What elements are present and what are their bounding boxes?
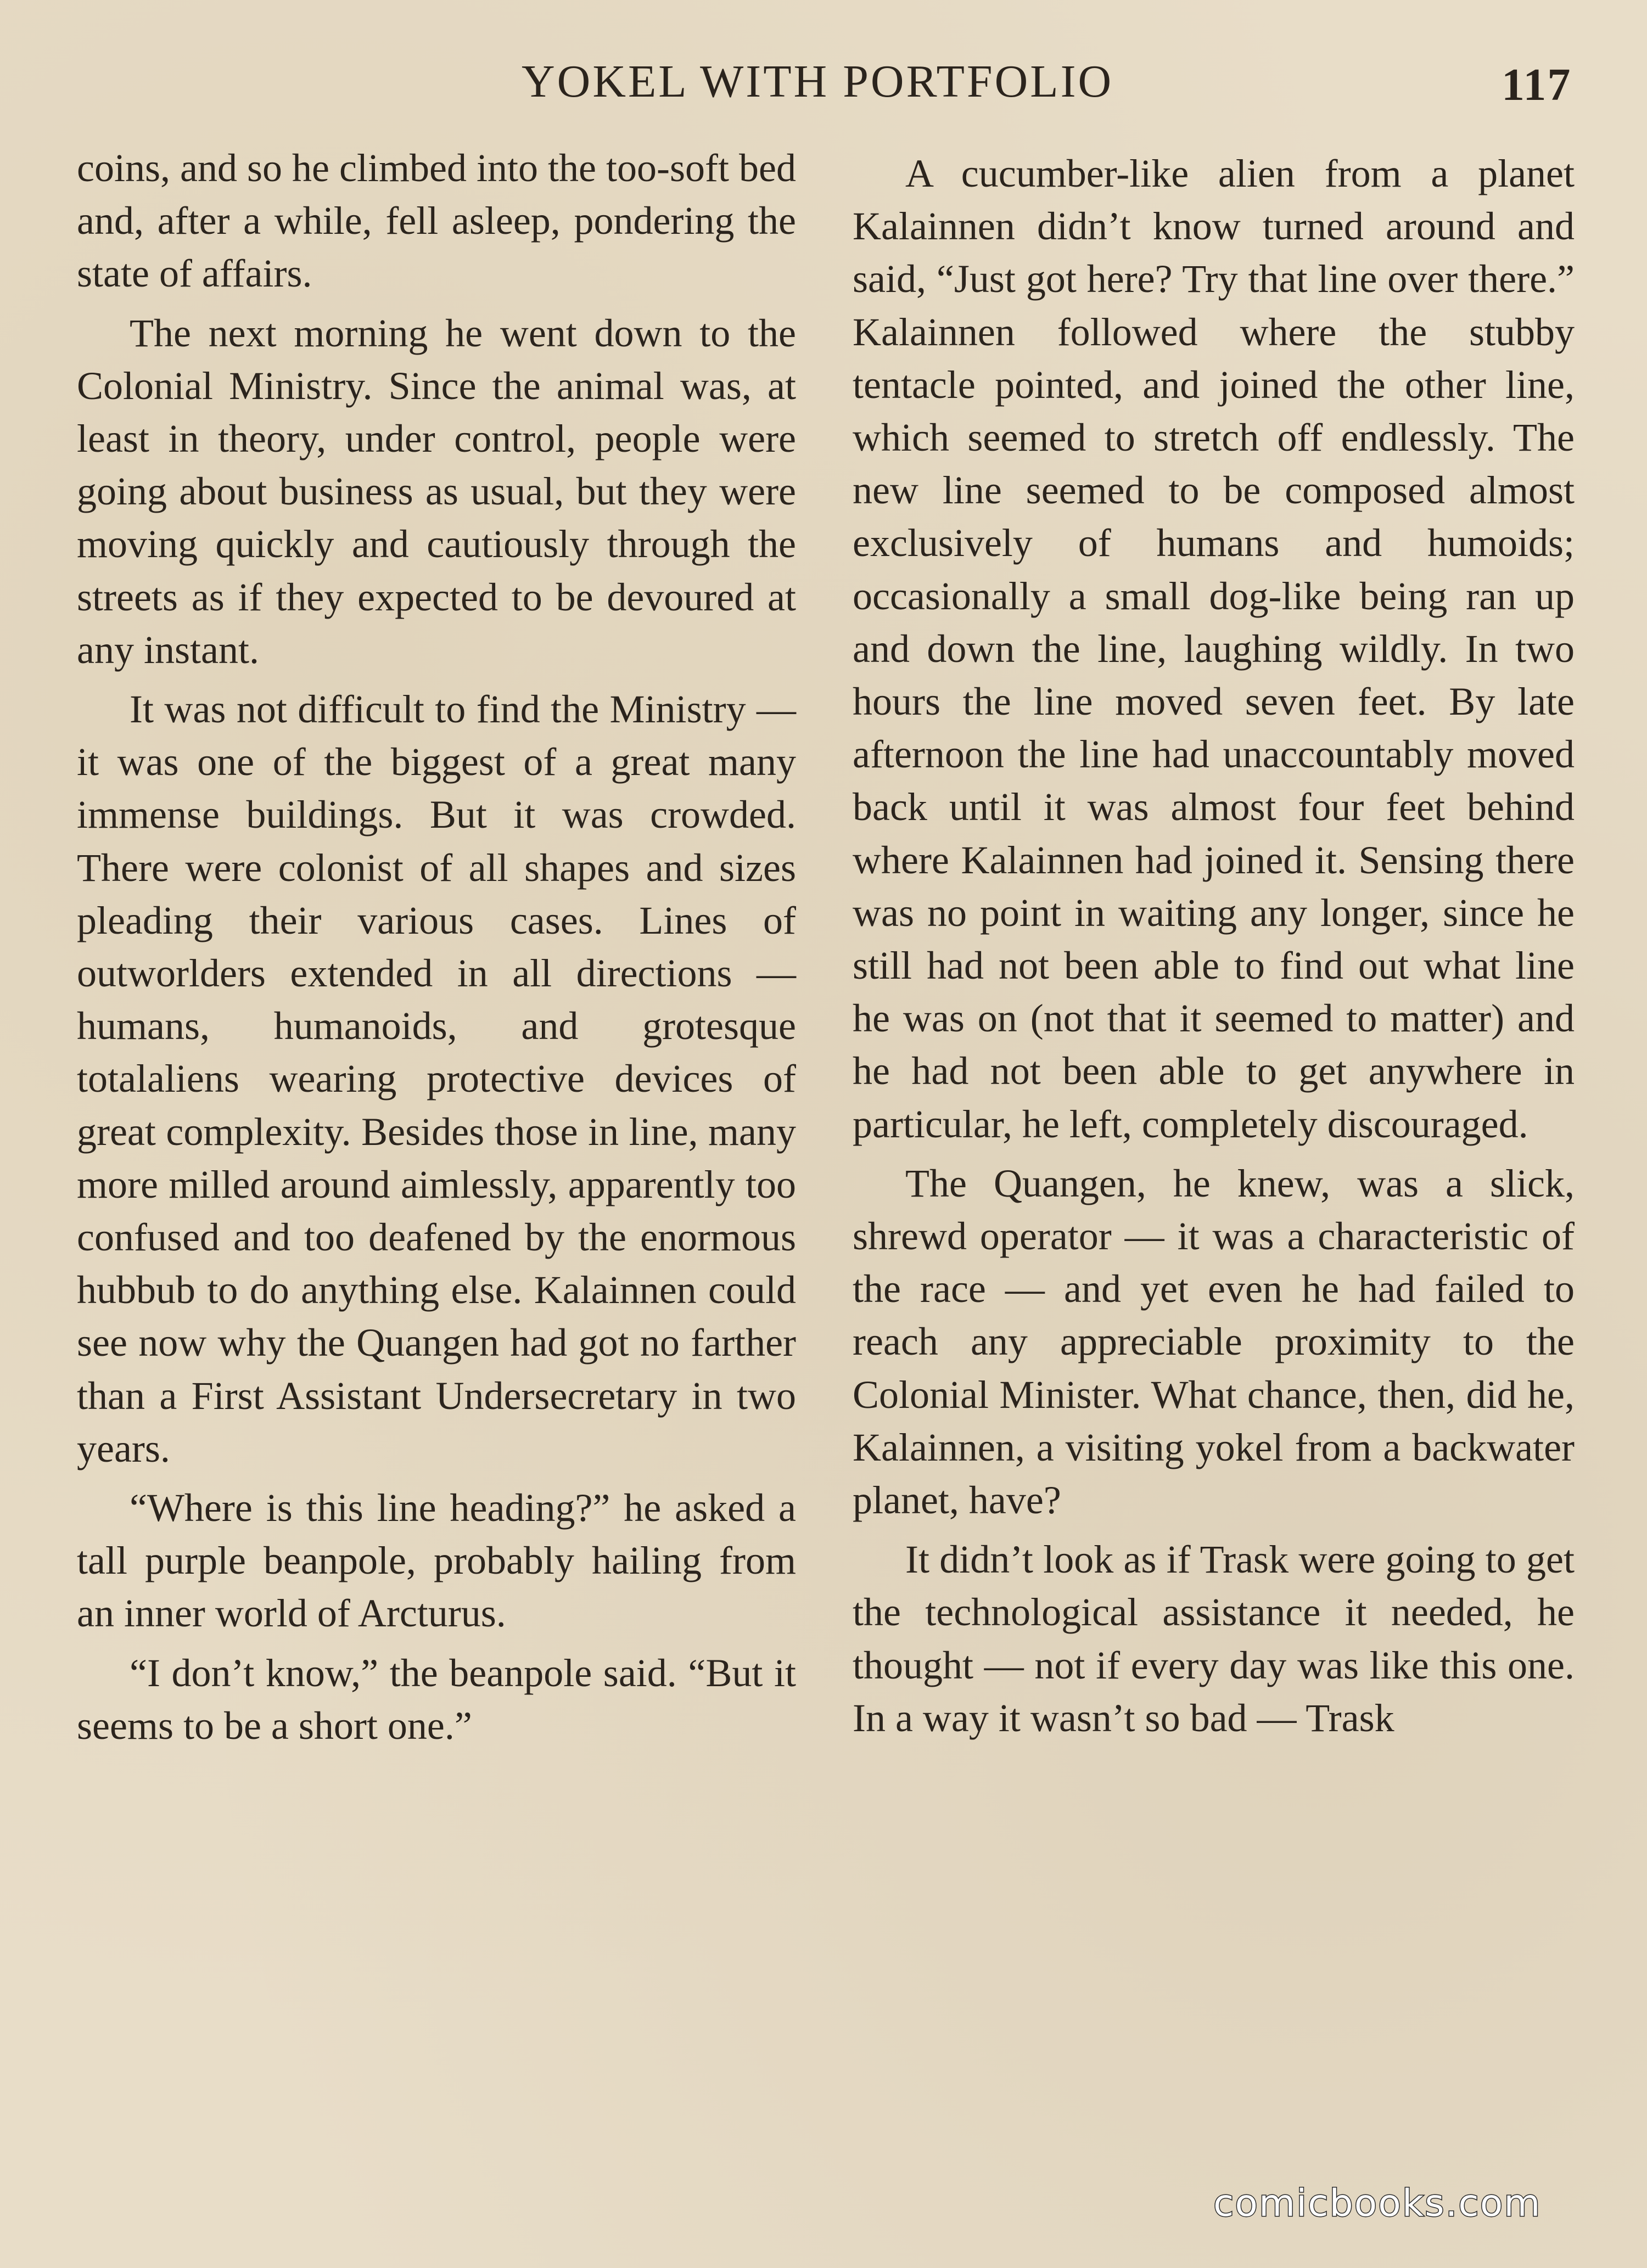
paragraph: “I don’t know,” the beanpole said. “But it seems to be a short one.” — [77, 1651, 796, 1748]
paragraph: “Where is this line heading?” he asked a tall purple beanpole, probably hailing from an inner world of Arcturus. — [77, 1486, 796, 1636]
right-column — [853, 147, 1575, 1751]
watermark: comicbooks.com — [1213, 2182, 1542, 2225]
page-header — [0, 55, 1647, 115]
paragraph: A cucumber-like alien from a planet Kalainnen didn’t know turned around and said, “Just got here? Try that line over there.” Kalainnen followed where the stubby tentacle pointed, and joined the other line, which seemed to stretch off endlessly. The new line seemed to be composed almost exclusively of humans and humoids; occasionally a small dog-like being ran up and down the line, laughing wildly. In two hours the line moved seven feet. By late afternoon the line had unaccountably moved back until it was almost four feet behind where Kalainnen had joined it. Sensing there was no point in waiting any longer, since he still had not been able to find out what line he was on (not that it seemed to matter) and he had not been able to get anywhere in particular, he left, completely discouraged. — [853, 151, 1575, 1146]
paragraph: It didn’t look as if Trask were going to get the technological assistance it needed, he thought — not if every day was like this one. In a way it wasn’t so bad — Trask — [853, 1537, 1575, 1740]
paragraph: The Quangen, he knew, was a slick, shrewd operator — it was a characteristic of the race — and yet even he had failed to reach any appreciable proximity to the Colonial Minister. What chance, then, did he, Kalainnen, a visiting yokel from a backwater planet, have? — [853, 1161, 1575, 1523]
paragraph: The next morning he went down to the Colonial Ministry. Since the animal was, at least in theory, under control, people were going about business as usual, but they were moving quickly and cautiously through the streets as if they expected to be devoured at any instant. — [77, 311, 796, 672]
left-column — [77, 142, 796, 1759]
paragraph: It was not difficult to find the Ministry — it was one of the biggest of a great many immense buildings. But it was crowded. There were colonist of all shapes and sizes pleading their various cases. Lines of outworlders extended in all directions — humans, humanoids, and grotesque totalaliens wearing protective devices of great complexity. Besides those in line, many more milled around aimlessly, apparently too confused and too deafened by the enormous hubbub to do anything else. Kalainnen could see now why the Quangen had got no farther than a First Assistant Undersecretary in two years. — [77, 687, 796, 1470]
page-number: 117 — [1502, 59, 1572, 110]
running-title: YOKEL WITH PORTFOLIO — [522, 56, 1114, 107]
paragraph: coins, and so he climbed into the too-soft bed and, after a while, fell asleep, pondering the state of affairs. — [77, 146, 796, 296]
